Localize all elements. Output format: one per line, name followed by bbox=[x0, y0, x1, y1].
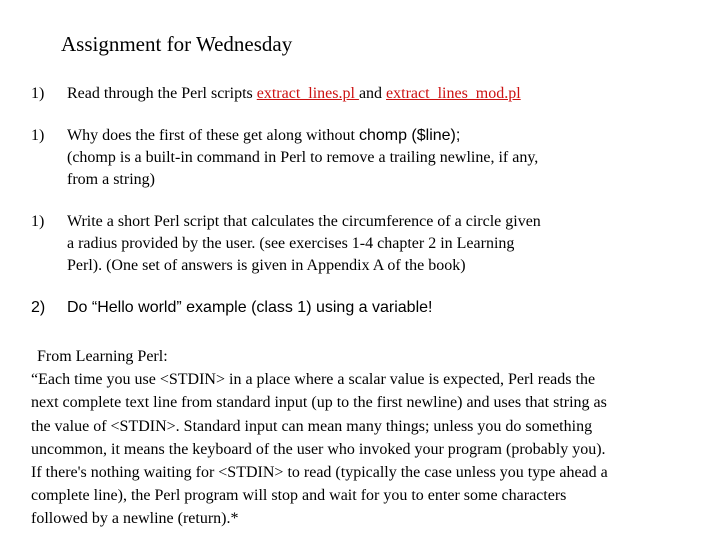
item-text-line2: (chomp is a built-in command in Perl to remove a trailing newline, if any, bbox=[67, 149, 539, 166]
item-text-line3: Perl). (One set of answers is given in Appendix A of the book) bbox=[67, 257, 466, 274]
quote-heading: From Learning Perl: bbox=[37, 348, 168, 365]
quote-line: “Each time you use <STDIN> in a place where a scalar value is expected, Perl reads the bbox=[31, 371, 596, 389]
learning-perl-quote bbox=[31, 345, 691, 531]
quote-line: followed by a newline (return).* bbox=[31, 510, 239, 528]
item-number: 1) bbox=[31, 213, 45, 230]
extract-lines-link[interactable]: extract_lines.pl bbox=[256, 85, 359, 102]
page-title: Assignment for Wednesday bbox=[61, 32, 293, 56]
quote-line: complete line), the Perl program will stop and wait for you to enter some characters bbox=[31, 487, 567, 505]
item-text: Do “Hello world” example (class 1) using a variable! bbox=[67, 299, 433, 316]
item-text-line1: Write a short Perl script that calculates the circumference of a circle given bbox=[67, 213, 541, 230]
quote-line: next complete text line from standard input (up to the first newline) and uses that string as bbox=[31, 394, 607, 412]
list-item-hello-world bbox=[31, 297, 691, 319]
item-text: Why does the first of these get along without bbox=[67, 127, 359, 144]
list-item-chomp-question bbox=[31, 125, 691, 191]
item-text-middle: and bbox=[358, 85, 387, 102]
quote-line: If there's nothing waiting for <STDIN> to read (typically the case unless you type ahead a bbox=[31, 464, 608, 482]
item-text-line2: a radius provided by the user. (see exercises 1-4 chapter 2 in Learning bbox=[67, 235, 515, 252]
list-item-circumference-script bbox=[31, 211, 691, 277]
item-number: 2) bbox=[31, 299, 46, 316]
item-text-line3: from a string) bbox=[67, 171, 155, 188]
extract-lines-mod-link[interactable]: extract_lines_mod.pl bbox=[386, 85, 521, 102]
chomp-code: chomp ($line); bbox=[358, 127, 461, 144]
item-number: 1) bbox=[31, 127, 45, 144]
quote-line: uncommon, it means the keyboard of the user who invoked your program (probably you). bbox=[31, 440, 606, 458]
quote-line: the value of <STDIN>. Standard input can mean many things; unless you do something bbox=[31, 417, 593, 435]
item-number: 1) bbox=[31, 85, 45, 102]
item-text: Read through the Perl scripts bbox=[67, 85, 257, 102]
list-item-read-scripts bbox=[31, 83, 691, 105]
